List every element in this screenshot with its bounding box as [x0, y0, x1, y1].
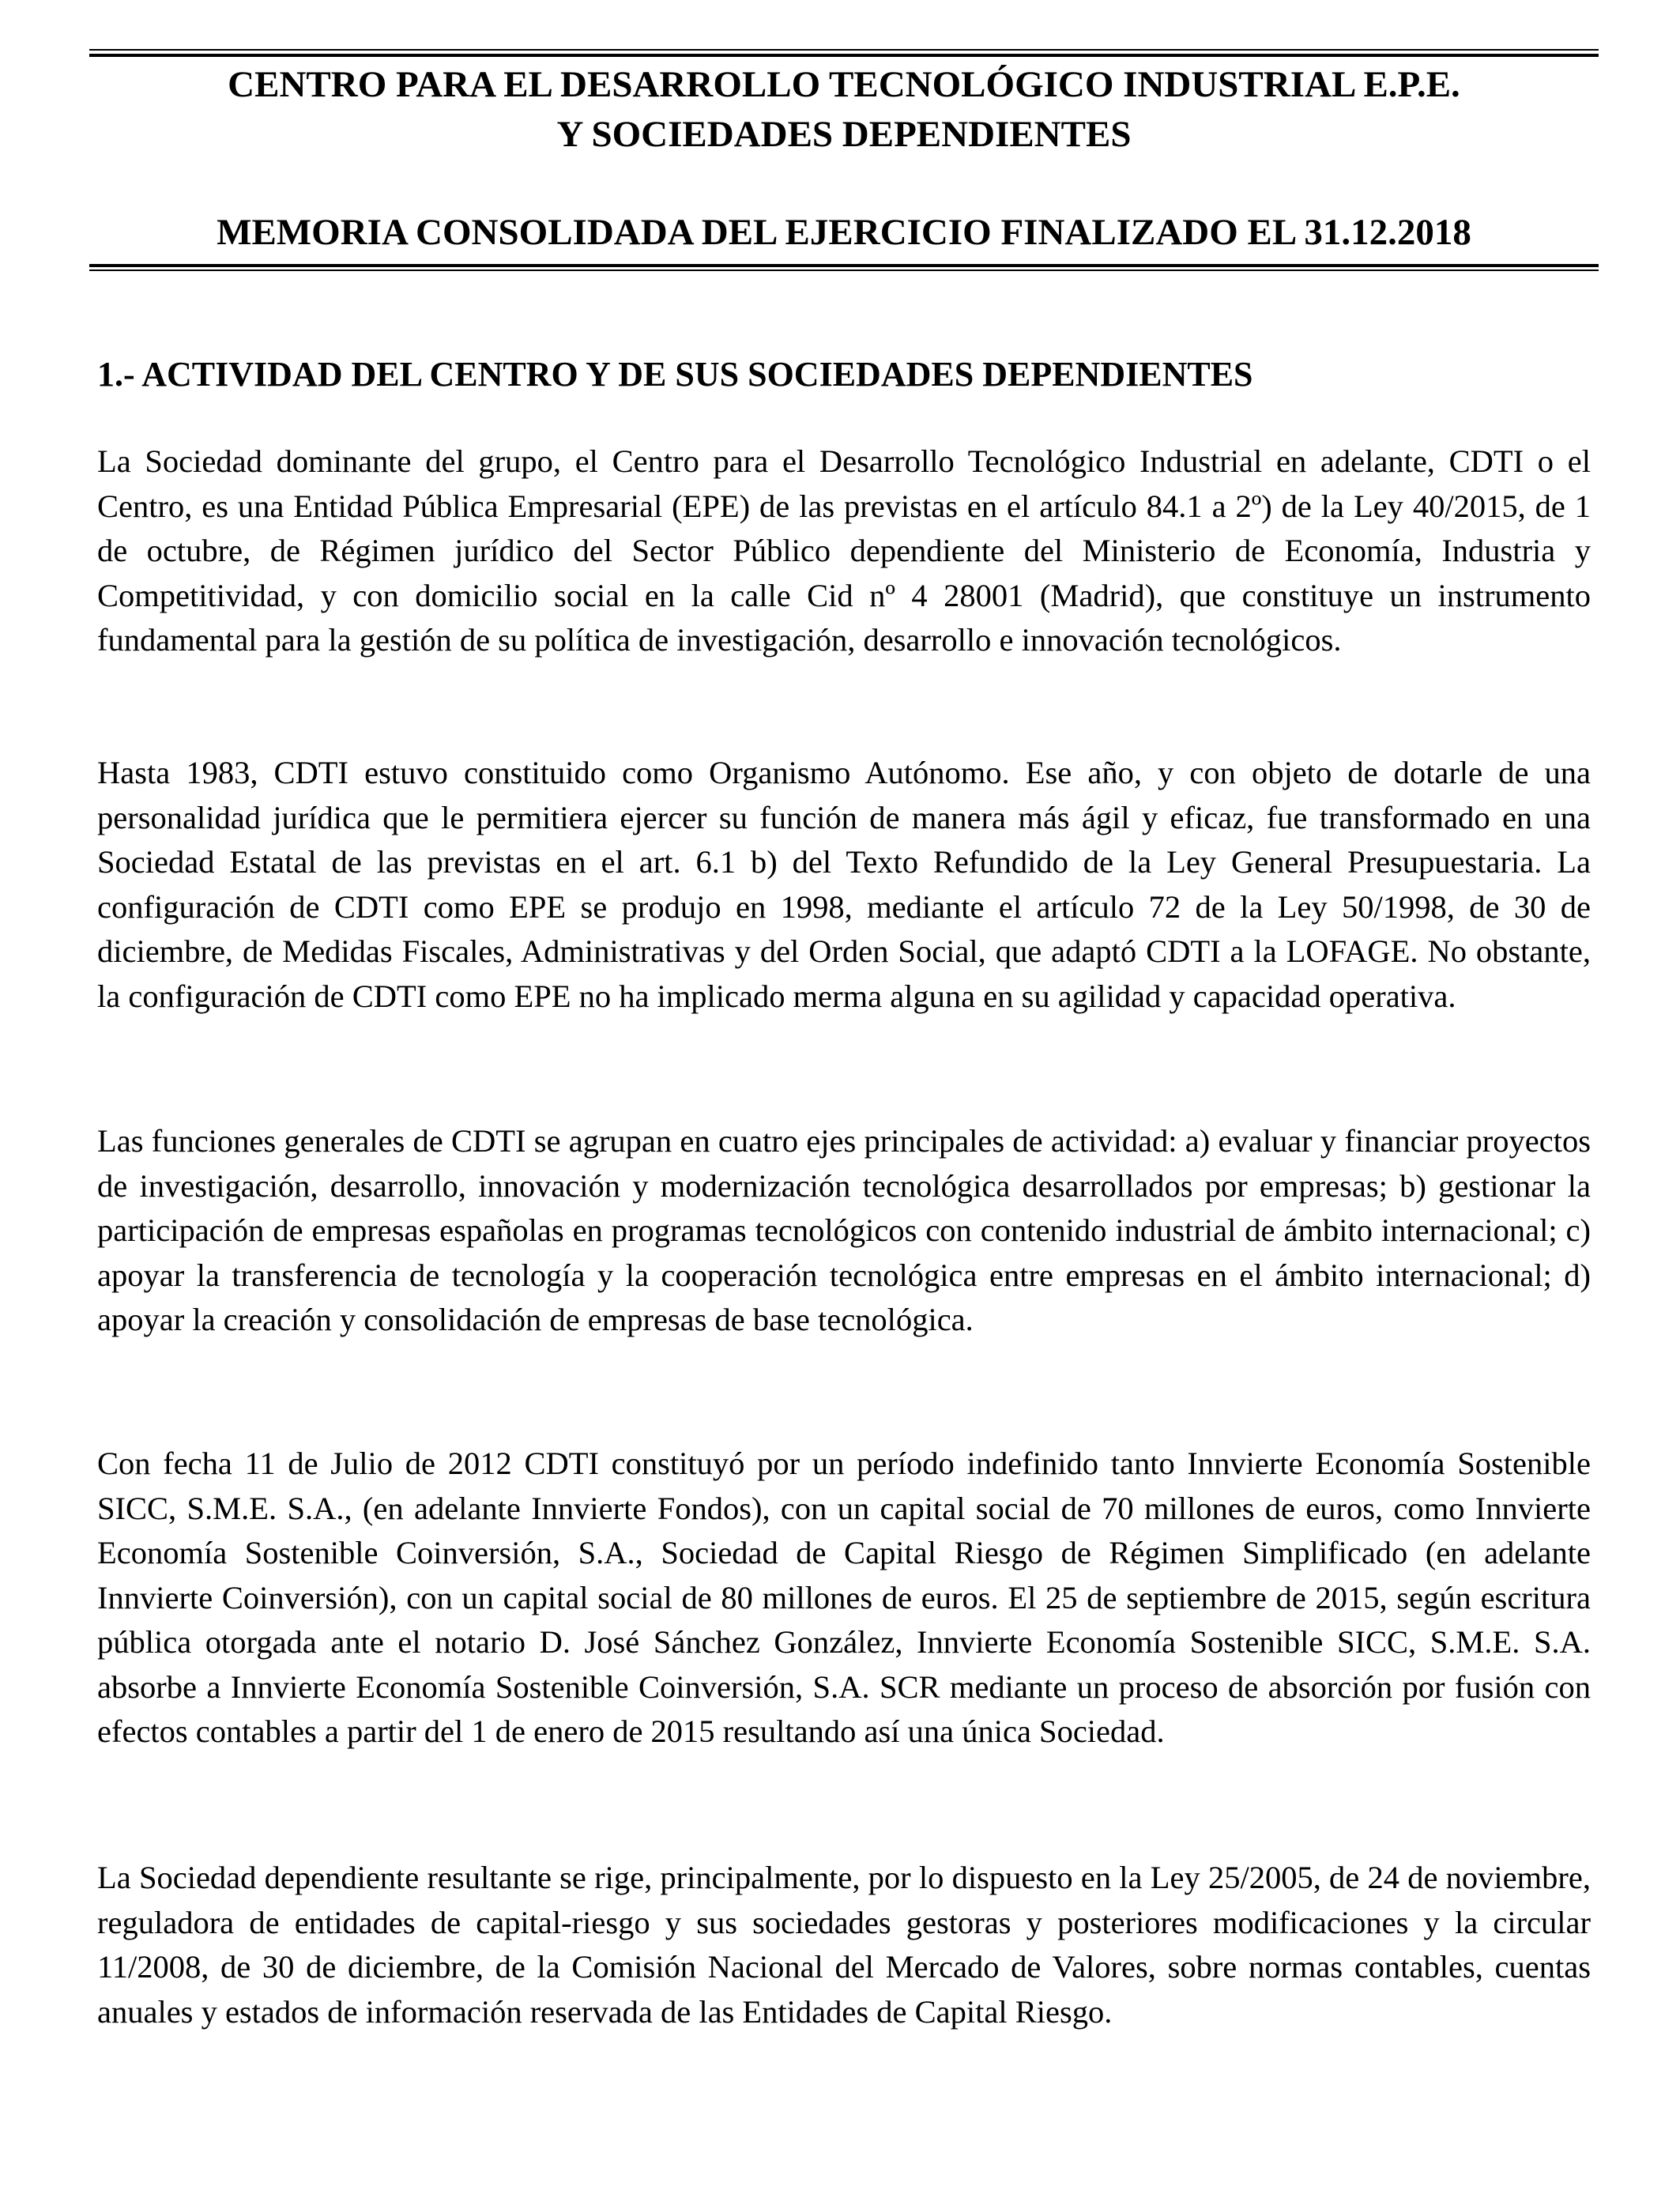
paragraph-5: La Sociedad dependiente resultante se rige, principalmente, por lo dispuesto en la Ley 25/2005, de 24 de noviembre, reguladora de entidades de capital-riesgo y sus sociedades gestoras y posteriores modificaciones y la circular 11/2008, de 30 de diciembre, de la Comisión Nacional del Mercado de Valores, sobre normas contables, cuentas anuales y estados de información reservada de las Entidades de Capital Riesgo.: [97, 1860, 1591, 2030]
paragraph-4: Con fecha 11 de Julio de 2012 CDTI constituyó por un período indefinido tanto Innvierte Economía Sostenible SICC, S.M.E. S.A., (en adelante Innvierte Fondos), con un capital social de 70 millones de euros, como Innvierte Economía Sostenible Coinversión, S.A., Sociedad de Capital Riesgo de Régimen Simplificado (en adelante Innvierte Coinversión), con un capital social de 80 millones de euros. El 25 de septiembre de 2015, según escritura pública otorgada ante el notario D. José Sánchez González, Innvierte Economía Sostenible SICC, S.M.E. S.A. absorbe a Innvierte Economía Sostenible Coinversión, S.A. SCR mediante un proceso de absorción por fusión con efectos contables a partir del 1 de enero de 2015 resultando así una única Sociedad.: [97, 1446, 1591, 1749]
paragraph-3: Las funciones generales de CDTI se agrupan en cuatro ejes principales de actividad: a) evaluar y financiar proyectos de investigación, desarrollo, innovación y modernización tecnológica desarrollados por empresas; b) gestionar la participación de empresas españolas en programas tecnológicos con contenido industrial de ámbito internacional; c) apoyar la transferencia de tecnología y la cooperación tecnológica entre empresas en el ámbito internacional; d) apoyar la creación y consolidación de empresas de base tecnológica.: [97, 1123, 1591, 1337]
document-subtitle: MEMORIA CONSOLIDADA DEL EJERCICIO FINALIZADO EL 31.12.2018: [217, 212, 1471, 253]
header-bottom-rule-thick: [89, 264, 1599, 267]
document-title-line2: Y SOCIEDADES DEPENDIENTES: [556, 114, 1132, 155]
document-title-line1: CENTRO PARA EL DESARROLLO TECNOLÓGICO INDUSTRIAL E.P.E.: [228, 64, 1460, 105]
header-top-rule-thin: [89, 49, 1599, 51]
header-bottom-rule-thin: [89, 270, 1599, 271]
header-top-rule-thick: [89, 54, 1599, 57]
paragraph-1: La Sociedad dominante del grupo, el Centro para el Desarrollo Tecnológico Industrial en adelante, CDTI o el Centro, es una Entidad Pública Empresarial (EPE) de las previstas en el artículo 84.1 a 2º) de la Ley 40/2015, de 1 de octubre, de Régimen jurídico del Sector Público dependiente del Ministerio de Economía, Industria y Competitividad, y con domicilio social en la calle Cid nº 4 28001 (Madrid), que constituye un instrumento fundamental para la gestión de su política de investigación, desarrollo e innovación tecnológicos.: [97, 443, 1591, 658]
section-heading: 1.- ACTIVIDAD DEL CENTRO Y DE SUS SOCIEDADES DEPENDIENTES: [97, 355, 1253, 394]
paragraph-2: Hasta 1983, CDTI estuvo constituido como Organismo Autónomo. Ese año, y con objeto de dotarle de una personalidad jurídica que le permitiera ejercer su función de manera más ágil y eficaz, fue transformado en una Sociedad Estatal de las previstas en el art. 6.1 b) del Texto Refundido de la Ley General Presupuestaria. La configuración de CDTI como EPE se produjo en 1998, mediante el artículo 72 de la Ley 50/1998, de 30 de diciembre, de Medidas Fiscales, Administrativas y del Orden Social, que adaptó CDTI a la LOFAGE. No obstante, la configuración de CDTI como EPE no ha implicado merma alguna en su agilidad y capacidad operativa.: [97, 755, 1591, 1014]
